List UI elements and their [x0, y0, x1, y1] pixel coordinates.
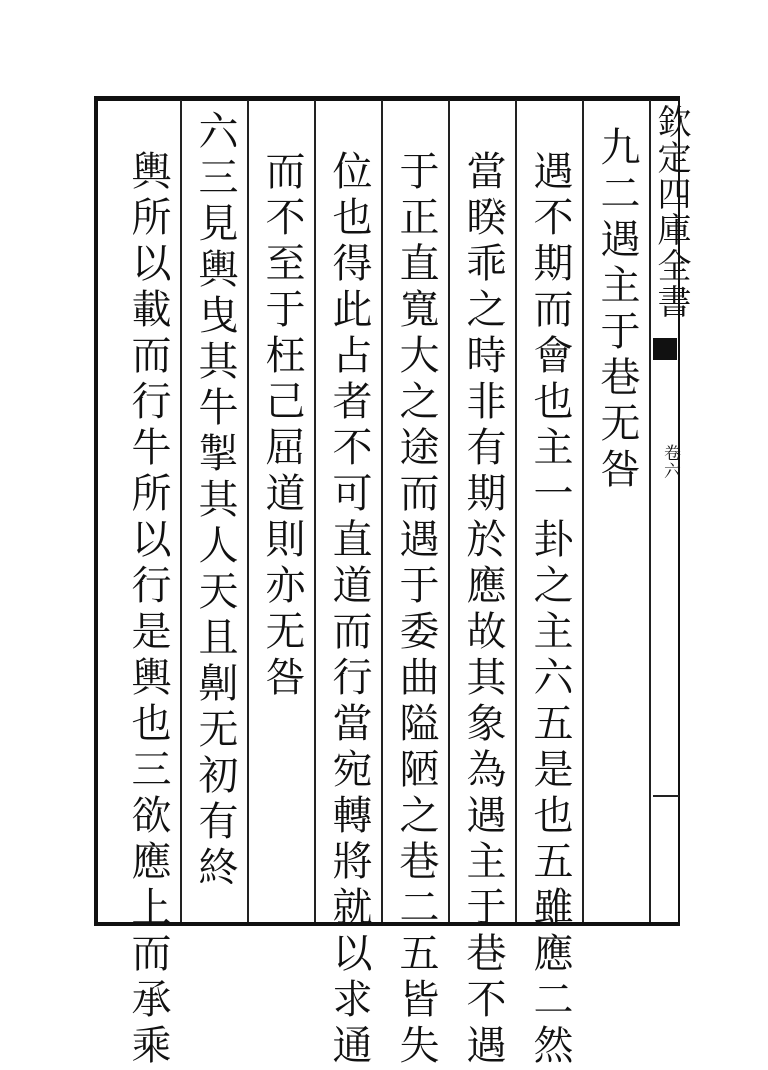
text-column-4: 于正直寬大之途而遇于委曲隘陋之巷二五皆失 [393, 150, 439, 1070]
frame-bottom-border [95, 922, 680, 926]
fishtail-mark [653, 338, 677, 360]
text-column-5: 位也得此占者不可直道而行當宛轉將就以求通 [326, 150, 372, 1070]
column-rule [381, 100, 383, 922]
text-column-6: 而不至于枉己屈道則亦无咎 [259, 150, 305, 702]
volume-number: 卷六 [660, 444, 680, 480]
margin-divider [653, 795, 679, 797]
text-column-3: 當睽乖之時非有期於應故其象為遇主于巷不遇 [460, 150, 506, 1070]
text-column-8: 輿所以載而行牛所以行是輿也三欲應上而承乘 [125, 150, 171, 1070]
frame-top-border [95, 96, 680, 101]
column-rule [247, 100, 249, 922]
text-column-7: 六三見輿曳其牛掣其人天且劓无初有終 [192, 110, 238, 892]
column-rule [180, 100, 182, 922]
book-title: 欽定四庫全書 [651, 104, 691, 320]
text-column-1: 九二遇主于巷无咎 [594, 126, 640, 494]
column-rule [448, 100, 450, 922]
column-rule [314, 100, 316, 922]
text-column-2: 遇不期而會也主一卦之主六五是也五雖應二然 [527, 150, 573, 1070]
frame-left-border [94, 96, 98, 926]
column-rule [582, 100, 584, 922]
column-rule [515, 100, 517, 922]
